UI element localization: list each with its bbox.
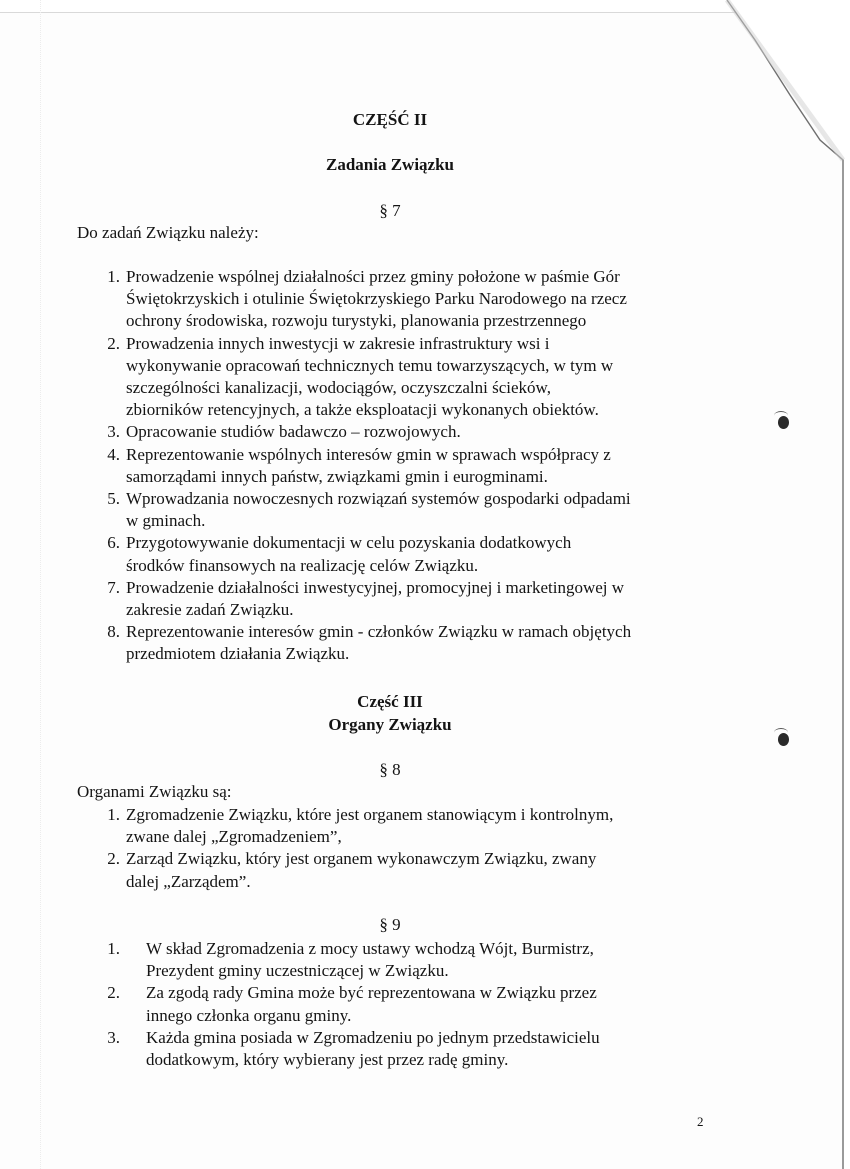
section-8-organ-list	[100, 804, 720, 893]
list-item-number: 2.	[107, 983, 120, 1003]
list-item-text-line: Zarząd Związku, który jest organem wykonawczym Związku, zwany	[126, 849, 597, 869]
list-item-text-line: Świętokrzyskich i otulinie Świętokrzyskiego Parku Narodowego na rzecz	[126, 289, 627, 309]
part-2-title: CZĘŚĆ II	[352, 110, 428, 129]
list-item-text-line: Przygotowywanie dokumentacji w celu pozyskania dodatkowych	[126, 533, 572, 553]
list-item-number: 2.	[107, 849, 120, 869]
punch-hole-top	[778, 416, 789, 429]
list-item-text-line: szczególności kanalizacji, wodociągów, oczyszczalni ścieków,	[126, 378, 551, 398]
list-item	[100, 488, 720, 532]
list-item-text-line: Reprezentowanie interesów gmin - członków Związku w ramach objętych	[126, 622, 632, 642]
list-item-text-line: dalej „Zarządem”.	[126, 871, 251, 891]
list-item-text-line: zwane dalej „Zgromadzeniem”,	[126, 827, 342, 847]
list-item-number: 1.	[107, 939, 120, 958]
list-item-text-line: Prowadzenie działalności inwestycyjnej, promocyjnej i marketingowej w	[126, 577, 625, 597]
list-item-text-line: Reprezentowanie wspólnych interesów gmin w sprawach współpracy z	[126, 444, 611, 464]
list-item-number: 6.	[107, 533, 120, 553]
list-item-text-line: środków finansowych na realizację celów Związku.	[126, 555, 479, 575]
list-item-number: 4.	[107, 444, 120, 464]
list-item	[100, 421, 720, 443]
list-item	[100, 577, 720, 621]
list-item-text-line: Prezydent gminy uczestniczącej w Związku.	[146, 961, 449, 981]
scan-left-edge	[0, 0, 41, 1169]
list-item-text-line: Prowadzenie wspólnej działalności przez gminy położone w paśmie Gór	[126, 267, 620, 286]
folded-page-corner	[715, 0, 850, 1169]
section-7-label: § 7	[379, 201, 401, 220]
list-item-text-line: samorządami innych państw, związkami gmin i eurogminami.	[126, 466, 548, 486]
list-item-text-line: Każda gmina posiada w Zgromadzeniu po jednym przedstawicielu	[146, 1027, 600, 1047]
list-item-text-line: zbiorników retencyjnych, a także eksploatacji wykonanych obiektów.	[126, 400, 599, 420]
list-item-number: 5.	[107, 489, 120, 509]
list-item	[100, 333, 720, 422]
list-item-text-line: w gminach.	[126, 511, 206, 531]
page-number: 2	[697, 1114, 704, 1129]
list-item-text-line: Prowadzenia innych inwestycji w zakresie infrastruktury wsi i	[126, 333, 550, 353]
part-3-subtitle: Organy Związku	[328, 715, 452, 734]
list-item	[100, 938, 720, 982]
section-9-list	[100, 938, 720, 1071]
part-3-title: Część III	[357, 692, 423, 711]
list-item-number: 3.	[107, 422, 120, 442]
list-item	[100, 266, 720, 333]
list-item-number: 7.	[107, 577, 120, 597]
section-9-label: § 9	[379, 915, 401, 934]
list-item	[100, 982, 720, 1026]
list-item	[100, 804, 720, 848]
list-item	[100, 1027, 720, 1071]
list-item-text-line: Zgromadzenie Związku, które jest organem stanowiącym i kontrolnym,	[126, 805, 614, 824]
list-item-text-line: Wprowadzania nowoczesnych rozwiązań systemów gospodarki odpadami	[126, 489, 631, 509]
list-item-number: 1.	[107, 805, 120, 824]
list-item	[100, 621, 720, 665]
punch-hole-bottom	[778, 733, 789, 746]
section-7-task-list	[100, 266, 720, 666]
list-item	[100, 532, 720, 576]
list-item-number: 8.	[107, 622, 120, 642]
section-8-label: § 8	[379, 760, 401, 779]
part-2-subtitle: Zadania Związku	[325, 155, 454, 174]
list-item-number: 1.	[107, 267, 120, 286]
section-7-intro: Do zadań Związku należy:	[77, 223, 259, 242]
list-item-text-line: ochrony środowiska, rozwoju turystyki, planowania przestrzennego	[126, 311, 587, 331]
scan-top-edge	[0, 0, 850, 13]
list-item-text-line: Za zgodą rady Gmina może być reprezentowana w Związku przez	[146, 983, 597, 1003]
list-item-text-line: W skład Zgromadzenia z mocy ustawy wchodzą Wójt, Burmistrz,	[146, 939, 594, 958]
list-item	[100, 444, 720, 488]
list-item	[100, 848, 720, 892]
list-item-text-line: Opracowanie studiów badawczo – rozwojowych.	[126, 422, 461, 442]
list-item-number: 2.	[107, 333, 120, 353]
list-item-text-line: wykonywanie opracowań technicznych temu towarzyszących, w tym w	[126, 355, 614, 375]
section-8-intro: Organami Związku są:	[77, 782, 232, 801]
list-item-number: 3.	[107, 1027, 120, 1047]
list-item-text-line: dodatkowym, który wybierany jest przez radę gminy.	[146, 1050, 509, 1070]
list-item-text-line: przedmiotem działania Związku.	[126, 644, 350, 664]
list-item-text-line: zakresie zadań Związku.	[126, 600, 294, 620]
list-item-text-line: innego członka organu gminy.	[146, 1005, 352, 1025]
